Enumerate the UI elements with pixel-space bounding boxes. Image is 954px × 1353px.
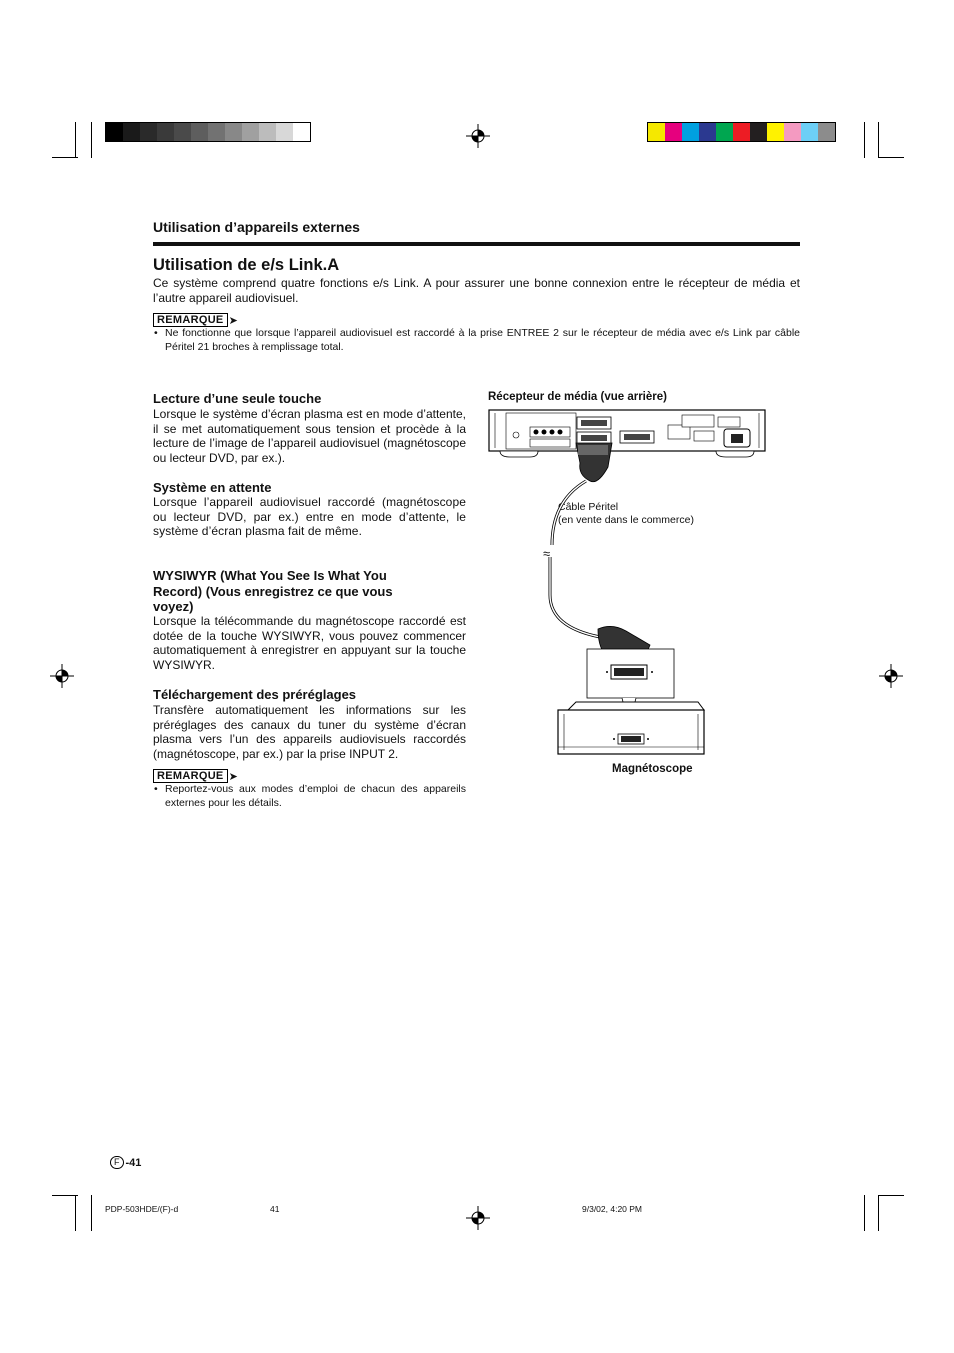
language-badge: F <box>110 1156 124 1169</box>
gray-swatch <box>208 123 225 141</box>
remark-label-2: REMARQUE <box>153 769 228 783</box>
remark-arrow-icon: ➤ <box>228 314 238 327</box>
vcr-device <box>558 702 704 754</box>
footer-timestamp: 9/3/02, 4:20 PM <box>582 1204 643 1214</box>
registration-mark-top <box>466 124 490 148</box>
header-rule <box>153 242 800 246</box>
receiver-caption: Récepteur de média (vue arrière) <box>488 391 667 403</box>
gray-swatch <box>191 123 208 141</box>
color-swatch <box>784 123 801 141</box>
footer-file-name: PDP-503HDE/(F)-d <box>105 1204 179 1214</box>
media-receiver-rear <box>489 410 765 457</box>
footer-page-marker <box>110 1156 141 1169</box>
scart-plug-top <box>576 443 612 482</box>
remark-body: Ne fonctionne que lorsque l’appareil audiovisuel est raccordé à la prise ENTREE 2 sur le récepteur de média avec e/s Link par câble Péritel 21 broches à remplissage total. <box>165 327 800 353</box>
page-number: -41 <box>125 1156 142 1169</box>
remark-arrow-icon-2: ➤ <box>228 770 238 783</box>
section-heading-preset-download: Téléchargement des préréglages <box>153 687 357 702</box>
color-swatch <box>801 123 818 141</box>
registration-mark-bottom <box>466 1206 490 1230</box>
remark-text: • Ne fonctionne que lorsque l’appareil audiovisuel est raccordé à la prise ENTREE 2 sur le récepteur de média avec e/s Link par câble Péritel 21 broches à remplissage total. <box>154 327 800 353</box>
color-calibration-bar <box>647 122 836 142</box>
vcr-caption: Magnétoscope <box>612 763 693 775</box>
color-swatch <box>648 123 665 141</box>
color-swatch <box>733 123 750 141</box>
gray-swatch <box>123 123 140 141</box>
footer-sheet-number: 41 <box>270 1204 280 1214</box>
section-body-wysiwyr: Lorsque la télécommande du magnétoscope raccordé est dotée de la touche WYSIWYR, vous pouvez commencer automatiquement à enregistrer en appuyant sur la touche WYSIWYR. <box>153 614 466 672</box>
remark-body-2: Reportez-vous aux modes d’emploi de chacun des appareils externes pour les détails. <box>165 783 466 809</box>
gray-swatch <box>106 123 123 141</box>
gray-swatch <box>157 123 174 141</box>
gray-swatch <box>225 123 242 141</box>
page-title: Utilisation de e/s Link.A <box>153 256 340 274</box>
grayscale-calibration-bar <box>105 122 311 142</box>
remark-badge <box>153 313 238 327</box>
color-swatch <box>750 123 767 141</box>
cable-caption-line2: (en vente dans le commerce) <box>558 514 694 526</box>
section-heading-standby: Système en attente <box>153 480 272 495</box>
section-body-preset-download: Transfère automatiquement les informations sur les préréglages des canaux du tuner du système d’écran plasma vers l’un des appareils audiovisuels raccordés (magnétoscope, par ex.) par la prise INPUT 2. <box>153 703 466 761</box>
registration-mark-left <box>50 664 74 688</box>
color-swatch <box>818 123 835 141</box>
remark-badge-2 <box>153 769 238 783</box>
remark-text-2: • Reportez-vous aux modes d’emploi de chacun des appareils externes pour les détails. <box>154 783 466 809</box>
gray-swatch <box>259 123 276 141</box>
section-heading-one-touch: Lecture d’une seule touche <box>153 391 322 406</box>
connection-diagram <box>480 405 770 765</box>
color-swatch <box>682 123 699 141</box>
section-heading-wysiwyr: WYSIWYR (What You See Is What You Record) (Vous enregistrez ce que vous voyez) <box>153 568 393 614</box>
gray-swatch <box>293 123 310 141</box>
gray-swatch <box>276 123 293 141</box>
registration-mark-right <box>879 664 903 688</box>
color-swatch <box>699 123 716 141</box>
gray-swatch <box>174 123 191 141</box>
cable-caption-line1: Câble Péritel <box>558 501 619 513</box>
color-swatch <box>665 123 682 141</box>
section-header: Utilisation d’appareils externes <box>153 219 360 235</box>
section-body-standby: Lorsque l’appareil audiovisuel raccordé (magnétoscope ou lecteur DVD, par ex.) entre en mode d’attente, le système d’écran plasma fait de même. <box>153 495 466 539</box>
cable-break-symbol: ≈ <box>543 546 551 561</box>
intro-paragraph: Ce système comprend quatre fonctions e/s Link. A pour assurer une bonne connexion entre le récepteur de média et l’autre appareil audiovisuel. <box>153 276 800 305</box>
color-swatch <box>716 123 733 141</box>
color-swatch <box>767 123 784 141</box>
section-body-one-touch: Lorsque le système d’écran plasma est en mode d’attente, il se met automatiquement sous tension et procède à la lecture de l’image de l’appareil audiovisuel (magnétoscope ou lecteur DVD, par ex.). <box>153 407 466 465</box>
gray-swatch <box>140 123 157 141</box>
remark-label: REMARQUE <box>153 313 228 327</box>
gray-swatch <box>242 123 259 141</box>
